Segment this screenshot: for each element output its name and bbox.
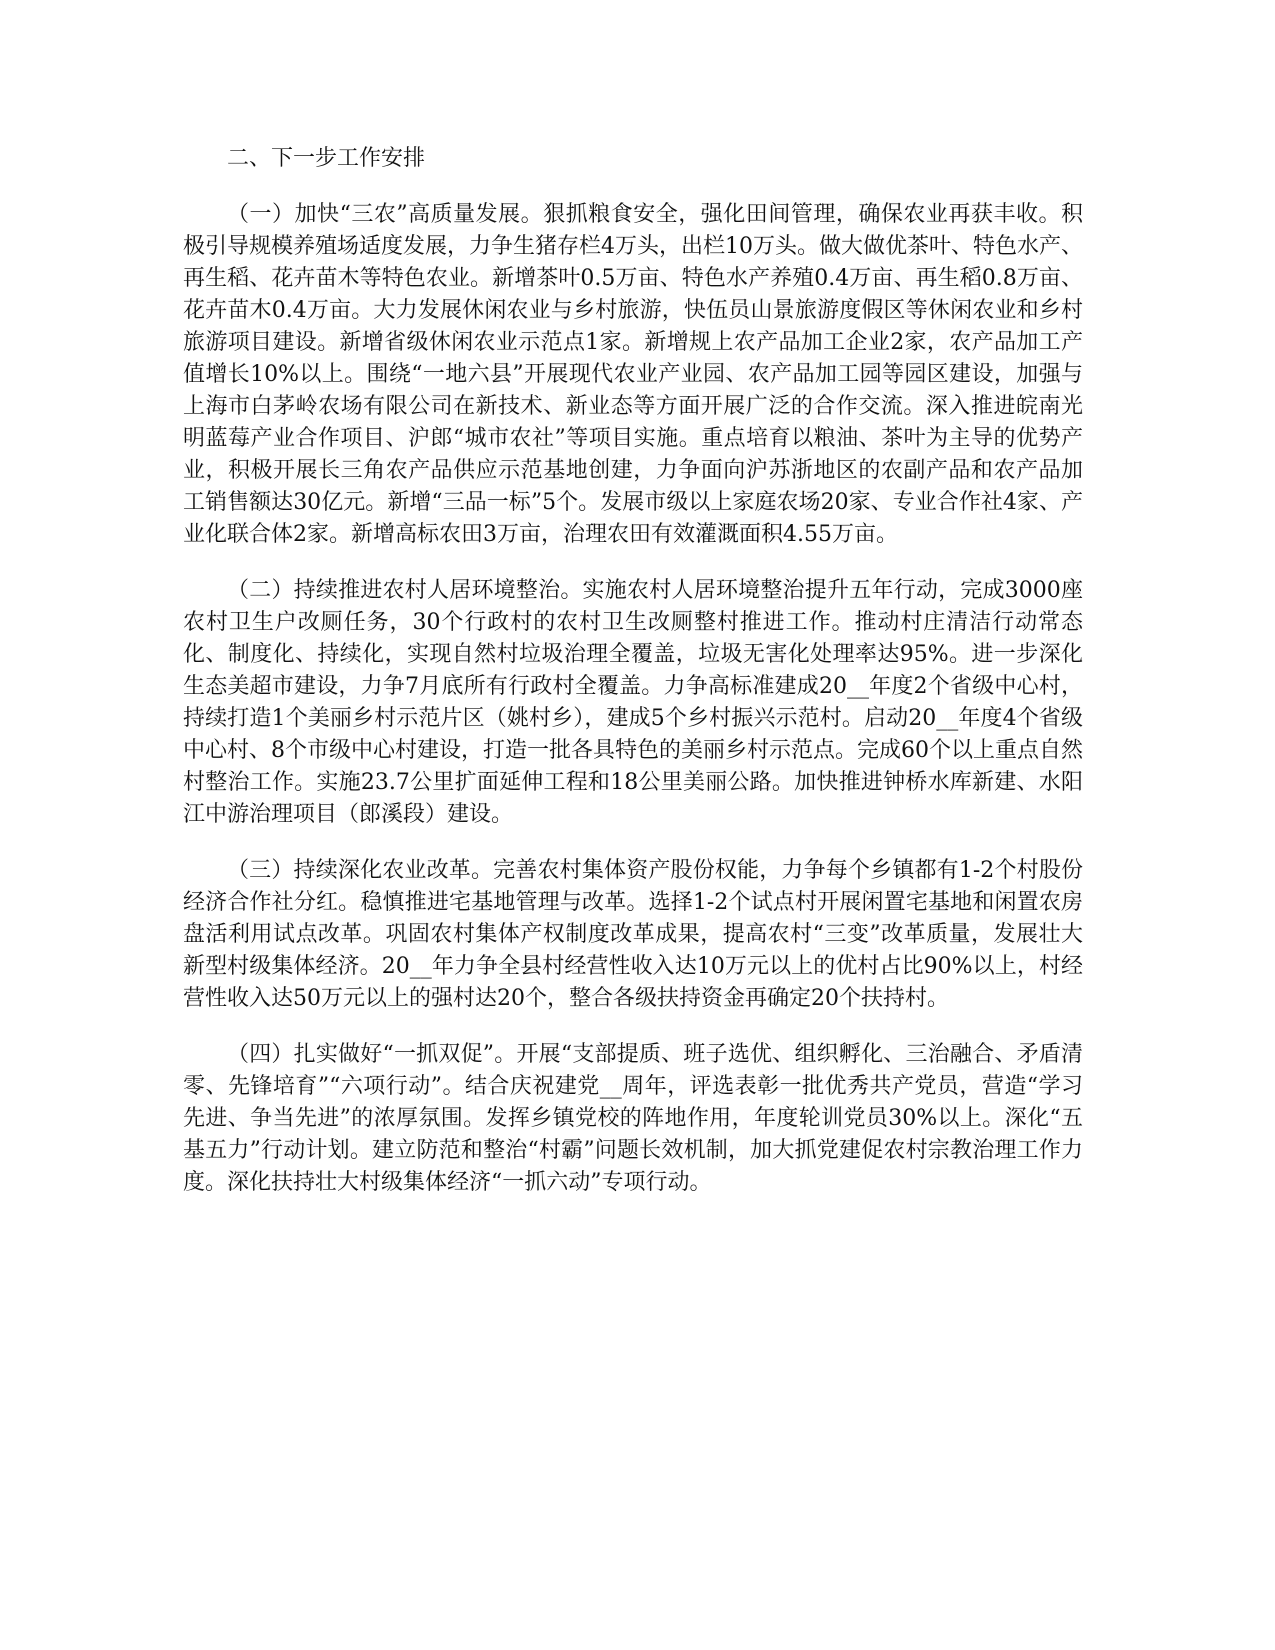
section-heading: 二、下一步工作安排 xyxy=(227,146,426,171)
paragraph-1: （一）加快“三农”高质量发展。狠抓粮食安全，强化田间管理，确保农业再获丰收。积极引导规模养殖场适度发展，力争生猪存栏4万头，出栏10万头。做大做优茶叶、特色水产、再生稻、花卉苗木等特色农业。新增茶叶0.5万亩、特色水产养殖0.4万亩、再生稻0.8万亩、花卉苗木0.4万亩。大力发展休闲农业与乡村旅游，快伍员山景旅游度假区等休闲农业和乡村旅游项目建设。新增省级休闲农业示范点1家。新增规上农产品加工企业2家，农产品加工产值增长10%以上。围绕“一地六县”开展现代农业产业园、农产品加工园等园区建设，加强与上海市白茅岭农场有限公司在新技术、新业态等方面开展广泛的合作交流。深入推进皖南光明蓝莓产业合作项目、沪郎“城市农社”等项目实施。重点培育以粮油、茶叶为主导的优势产业，积极开展长三角农产品供应示范基地创建，力争面向沪苏浙地区的农副产品和农产品加工销售额达30亿元。新增“三品一标”5个。发展市级以上家庭农场20家、专业合作社4家、产业化联合体2家。新增高标农田3万亩，治理农田有效灌溉面积4.55万亩。 xyxy=(183,202,1083,547)
document-body xyxy=(183,143,1083,1223)
paragraph-2: （二）持续推进农村人居环境整治。实施农村人居环境整治提升五年行动，完成3000座农村卫生户改厕任务，30个行政村的农村卫生改厕整村推进工作。推动村庄清洁行动常态化、制度化、持续化，实现自然村垃圾治理全覆盖，垃圾无害化处理率达95%。进一步深化生态美超市建设，力争7月底所有行政村全覆盖。力争高标准建成20__年度2个省级中心村，持续打造1个美丽乡村示范片区（姚村乡），建成5个乡村振兴示范村。启动20__年度4个省级中心村、8个市级中心村建设，打造一批各具特色的美丽乡村示范点。完成60个以上重点自然村整治工作。实施23.7公里扩面延伸工程和18公里美丽公路。加快推进钟桥水库新建、水阳江中游治理项目（郎溪段）建设。 xyxy=(183,578,1083,827)
paragraph-4: （四）扎实做好“一抓双促”。开展“支部提质、班子选优、组织孵化、三治融合、矛盾清零、先锋培育”“六项行动”。结合庆祝建党__周年，评选表彰一批优秀共产党员，营造“学习先进、争当先进”的浓厚氛围。发挥乡镇党校的阵地作用，年度轮训党员30%以上。深化“五基五力”行动计划。建立防范和整治“村霸”问题长效机制，加大抓党建促农村宗教治理工作力度。深化扶持壮大村级集体经济“一抓六动”专项行动。 xyxy=(183,1042,1083,1195)
paragraph-3: （三）持续深化农业改革。完善农村集体资产股份权能，力争每个乡镇都有1-2个村股份经济合作社分红。稳慎推进宅基地管理与改革。选择1-2个试点村开展闲置宅基地和闲置农房盘活利用试点改革。巩固农村集体产权制度改革成果，提高农村“三变”改革质量，发展壮大新型村级集体经济。20__年力争全县村经营性收入达10万元以上的优村占比90%以上，村经营性收入达50万元以上的强村达20个，整合各级扶持资金再确定20个扶持村。 xyxy=(183,858,1083,1011)
